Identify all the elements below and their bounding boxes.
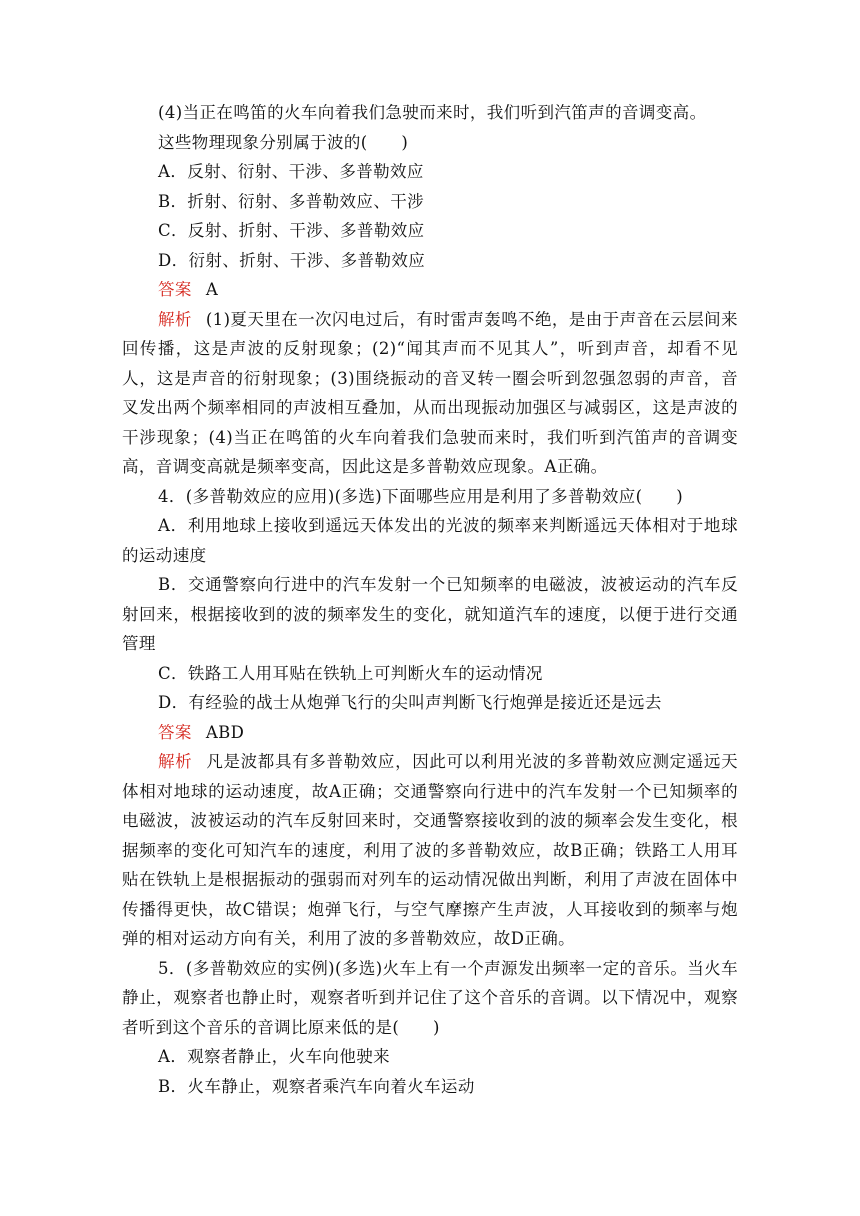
q5-option-b: B．火车静止，观察者乘汽车向着火车运动	[158, 1076, 475, 1096]
answer-label: 答案	[158, 722, 192, 742]
analysis-text: (1)夏天里在一次闪电过后，有时雷声轰鸣不绝，是由于声音在云层间来回传播，这是声波的反射现象；(2)“闻其声而不见其人”，听到声音，却看不见人，这是声音的衍射现象；(3)围绕振动的音叉转一圈会听到忽强忽弱的声音，音叉发出两个频率相同的声波相互叠加，从而出现振动加强区与减弱区，这是声波的干涉现象；(4)当正在鸣笛的火车向着我们急驶而来时，我们听到汽笛声的音调变高，音调变高就是频率变高，因此这是多普勒效应现象。A正确。	[122, 309, 738, 476]
q5-option-a: A．观察者静止，火车向他驶来	[158, 1047, 391, 1066]
q4-option-c: C．铁路工人用耳贴在铁轨上可判断火车的运动情况	[158, 663, 543, 683]
q3-question: 这些物理现象分别属于波的( )	[158, 132, 409, 152]
q3-option-c: C．反射、折射、干涉、多普勒效应	[158, 221, 425, 240]
q3-analysis	[122, 305, 738, 482]
q5-stem: 5．(多普勒效应的实例)(多选)火车上有一个声源发出频率一定的音乐。当火车静止，观察者也静止时，观察者听到并记住了这个音乐的音调。以下情况中，观察者听到这个音乐的音调比原来低的是( )	[122, 958, 738, 1037]
q3-option-a: A．反射、衍射、干涉、多普勒效应	[158, 162, 424, 181]
analysis-text: 凡是波都具有多普勒效应，因此可以利用光波的多普勒效应测定遥远天体相对地球的运动速度，故A正确；交通警察向行进中的汽车发射一个已知频率的电磁波，波被运动的汽车反射回来时，交通警察接收到的波的频率会发生变化，根据频率的变化可知汽车的速度，利用了波的多普勒效应，故B正确；铁路工人用耳贴在铁轨上是根据振动的强弱而对列车的运动情况做出判断，利用了声波在固体中传播得更快，故C错误；炮弹飞行，与空气摩擦产生声波，人耳接收到的频率与炮弹的相对运动方向有关，利用了波的多普勒效应，故D正确。	[122, 752, 738, 948]
q3-statement-4: (4)当正在鸣笛的火车向着我们急驶而来时，我们听到汽笛声的音调变高。	[158, 103, 707, 122]
q4-option-b: B．交通警察向行进中的汽车发射一个已知频率的电磁波，波被运动的汽车反射回来，根据接收到的波的频率发生的变化，就知道汽车的速度，以便于进行交通管理	[122, 575, 738, 653]
analysis-label: 解析	[158, 309, 192, 329]
q4-answer	[122, 718, 738, 748]
q3-option-b: B．折射、衍射、多普勒效应、干涉	[158, 191, 425, 211]
q4-option-a: A．利用地球上接收到遥远天体发出的光波的频率来判断遥远天体相对于地球的运动速度	[122, 516, 738, 565]
q3-answer	[122, 275, 738, 305]
answer-value: ABD	[205, 722, 245, 742]
q4-stem: 4．(多普勒效应的应用)(多选)下面哪些应用是利用了多普勒效应( )	[158, 486, 684, 506]
answer-value: A	[205, 280, 219, 299]
document-body	[122, 98, 738, 1101]
answer-label: 答案	[158, 280, 192, 299]
q4-analysis	[122, 747, 738, 954]
q3-option-d: D．衍射、折射、干涉、多普勒效应	[158, 250, 426, 270]
q4-option-d: D．有经验的战士从炮弹飞行的尖叫声判断飞行炮弹是接近还是远去	[158, 693, 662, 712]
analysis-label: 解析	[158, 752, 193, 771]
